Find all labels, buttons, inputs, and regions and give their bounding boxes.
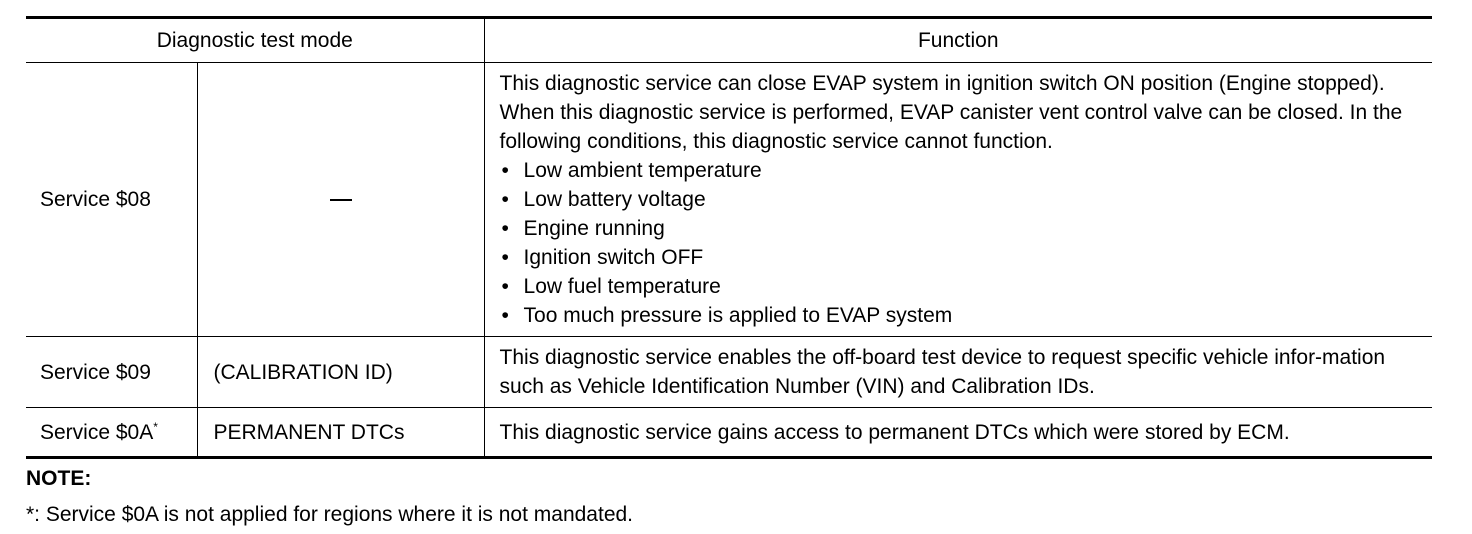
function-description: This diagnostic service can close EVAP system in ignition switch ON position (Engine stopped). When this diagnostic service is performed, EVAP canister vent control valve can be closed. In the following conditions, this diagnostic service cannot function. [499, 72, 1403, 153]
bullet: • [501, 275, 509, 298]
list-item [500, 243, 1423, 272]
condition-text: Too much pressure is applied to EVAP system [523, 304, 953, 327]
table-row [26, 63, 1432, 337]
list-item [500, 185, 1423, 214]
diagnostic-test-mode-table [26, 16, 1432, 459]
list-item [500, 156, 1423, 185]
id-cell-empty [197, 63, 484, 337]
bullet: • [501, 304, 509, 327]
condition-text: Low fuel temperature [523, 275, 721, 298]
id-cell: PERMANENT DTCs [197, 408, 484, 458]
service-cell: Service $08 [26, 63, 197, 337]
bullet: • [501, 217, 509, 240]
function-cell: This diagnostic service gains access to permanent DTCs which were stored by ECM. [484, 408, 1432, 458]
condition-text: Ignition switch OFF [523, 246, 704, 269]
header-function: Function [484, 18, 1432, 63]
header-diagnostic-test-mode: Diagnostic test mode [26, 18, 484, 63]
table-row [26, 337, 1432, 408]
service-cell: Service $09 [26, 337, 197, 408]
bullet: • [501, 188, 509, 211]
header-row [26, 18, 1432, 63]
note-text: *: Service $0A is not applied for regions where it is not mandated. [26, 503, 634, 526]
list-item [500, 214, 1423, 243]
id-cell: (CALIBRATION ID) [197, 337, 484, 408]
service-text: Service $0A [40, 420, 154, 444]
condition-list [500, 156, 1423, 330]
list-item [500, 301, 1423, 330]
condition-text: Engine running [523, 217, 665, 240]
function-cell: This diagnostic service enables the off-board test device to request specific vehicle infor-mation such as Vehicle Identification Number (VIN) and Calibration IDs. [484, 337, 1432, 408]
note-title: NOTE: [26, 467, 92, 490]
list-item [500, 272, 1423, 301]
bullet: • [501, 159, 509, 182]
condition-text: Low ambient temperature [523, 159, 762, 182]
em-dash [330, 199, 352, 201]
service-cell [26, 408, 197, 458]
function-cell [484, 63, 1432, 337]
table-row [26, 408, 1432, 458]
footnote-marker: * [153, 419, 158, 434]
bullet: • [501, 246, 509, 269]
condition-text: Low battery voltage [523, 188, 706, 211]
